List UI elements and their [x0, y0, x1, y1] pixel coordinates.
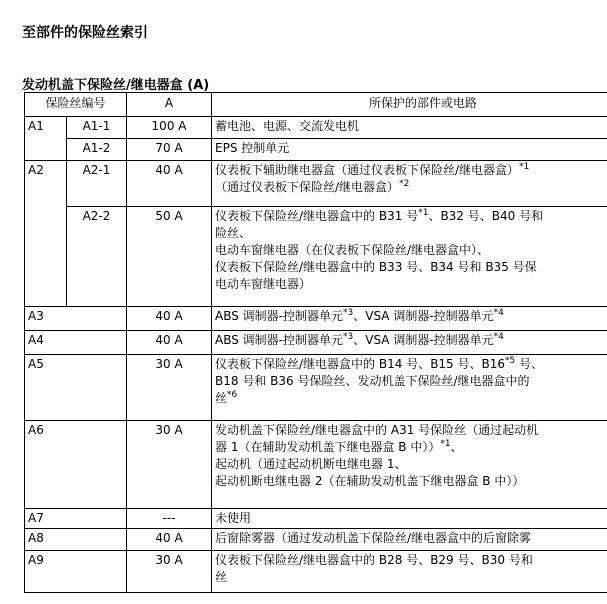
- protected-circuit: [212, 551, 607, 593]
- table-row: [25, 207, 607, 307]
- table-row: [25, 529, 607, 551]
- protected-circuit: [212, 117, 607, 139]
- circuit-line: [215, 552, 607, 569]
- circuit-line: [215, 225, 607, 242]
- footnote-marker: *4: [493, 308, 504, 318]
- protected-circuit: [212, 529, 607, 551]
- circuit-text: B18 号和 B36 号保险丝、发动机盖下保险丝/继电器盒中的: [215, 374, 530, 388]
- fuse-amperage: 50 A: [127, 207, 212, 307]
- footnote-marker: *2: [399, 179, 410, 189]
- table-row: [25, 551, 607, 593]
- circuit-text: 仪表板下辅助继电器盒（通过仪表板下保险丝/继电器盒）: [215, 163, 520, 177]
- circuit-line: [215, 422, 607, 439]
- circuit-text: 险丝、: [215, 226, 252, 240]
- document-title: 至部件的保险丝索引: [22, 25, 148, 41]
- circuit-text: （通过仪表板下保险丝/继电器盒）: [215, 180, 400, 194]
- circuit-text: 仪表板下保险丝/继电器盒中的 B33 号、B34 号和 B35 号保: [215, 260, 537, 274]
- fuse-main-number: A7: [25, 509, 127, 529]
- protected-circuit: [212, 207, 607, 307]
- circuit-line: [215, 118, 607, 135]
- table-row: [25, 139, 607, 161]
- circuit-text: 未使用: [215, 511, 252, 525]
- footnote-marker: *1: [519, 162, 530, 172]
- circuit-text: 后窗除雾器（通过发动机盖下保险丝/继电器盒中的后窗除雾: [215, 531, 532, 545]
- circuit-text-continued: 、VSA 调制器-控制器单元: [353, 333, 494, 347]
- circuit-line: [215, 473, 607, 490]
- protected-circuit: [212, 307, 607, 331]
- circuit-line: [215, 259, 607, 276]
- fuse-amperage: 40 A: [127, 307, 212, 331]
- circuit-text: 起动机断电继电器 2（在辅助发动机盖下继电器盒 B 中））: [215, 474, 525, 488]
- circuit-text: 器 1（在辅助发动机盖下继电器盒 B 中））: [215, 440, 441, 454]
- circuit-text: 电动车窗继电器）: [215, 277, 312, 291]
- table-row: [25, 161, 607, 207]
- circuit-text: EPS 控制单元: [215, 141, 290, 155]
- circuit-text: 蓄电池、电源、交流发电机: [215, 119, 360, 133]
- fuse-main-number: A2: [25, 161, 67, 307]
- fuse-amperage: 30 A: [127, 421, 212, 509]
- fuse-main-number: A4: [25, 331, 127, 355]
- fuse-amperage: ---: [127, 509, 212, 529]
- fuse-main-number: A3: [25, 307, 127, 331]
- circuit-line: [215, 308, 607, 325]
- protected-circuit: [212, 161, 607, 207]
- fuse-sub-number: A1-1: [67, 117, 127, 139]
- circuit-text-continued: 号、: [515, 357, 544, 371]
- header-amperage: A: [127, 93, 212, 117]
- circuit-text: 仪表板下保险丝/继电器盒中的 B14 号、B15 号、B16: [215, 357, 506, 371]
- footnote-marker: *6: [227, 390, 238, 400]
- fuse-amperage: 30 A: [127, 355, 212, 421]
- protected-circuit: [212, 355, 607, 421]
- table-row: [25, 331, 607, 355]
- fuse-amperage: 40 A: [127, 331, 212, 355]
- table-row: [25, 307, 607, 331]
- circuit-line: [215, 530, 607, 547]
- circuit-text: ABS 调制器-控制器单元: [215, 333, 344, 347]
- protected-circuit: [212, 421, 607, 509]
- protected-circuit: [212, 139, 607, 161]
- fuse-main-number: A9: [25, 551, 127, 593]
- section-title: 发动机盖下保险丝/继电器盒 (A): [22, 78, 210, 93]
- fuse-sub-number: A2-1: [67, 161, 127, 207]
- fuse-amperage: 40 A: [127, 529, 212, 551]
- circuit-line: [215, 162, 607, 179]
- footnote-marker: *1: [440, 439, 451, 449]
- circuit-line: [215, 276, 607, 293]
- circuit-line: [215, 242, 607, 259]
- fuse-main-number: A5: [25, 355, 127, 421]
- footnote-marker: *3: [343, 308, 354, 318]
- table-row: [25, 355, 607, 421]
- circuit-text: 起动机（通过起动机断电继电器 1、: [215, 457, 407, 471]
- circuit-text-continued: 、B32 号、B40 号和: [428, 209, 544, 223]
- table-row: [25, 117, 607, 139]
- fuse-index-table: [24, 92, 607, 593]
- footnote-marker: *5: [505, 356, 516, 366]
- circuit-line: [215, 373, 607, 390]
- header-protected-circuit: 所保护的部件或电路: [212, 93, 607, 117]
- footnote-marker: *4: [493, 332, 504, 342]
- fuse-main-number: A1: [25, 117, 67, 161]
- circuit-text-continued: 、VSA 调制器-控制器单元: [353, 309, 494, 323]
- table-row: [25, 421, 607, 509]
- header-fuse-number: 保险丝编号: [25, 93, 127, 117]
- circuit-text: 仪表板下保险丝/继电器盒中的 B28 号、B29 号、B30 号和: [215, 553, 533, 567]
- fuse-sub-number: A1-2: [67, 139, 127, 161]
- circuit-line: [215, 439, 607, 456]
- circuit-line: [215, 140, 607, 157]
- circuit-line: [215, 356, 607, 373]
- protected-circuit: [212, 331, 607, 355]
- circuit-line: [215, 456, 607, 473]
- circuit-line: [215, 179, 607, 196]
- fuse-amperage: 100 A: [127, 117, 212, 139]
- circuit-text-continued: 、: [450, 440, 463, 454]
- circuit-text: 电动车窗继电器（在仪表板下保险丝/继电器盒中）、: [215, 243, 490, 257]
- protected-circuit: [212, 509, 607, 529]
- circuit-text: 丝: [215, 570, 228, 584]
- fuse-amperage: 30 A: [127, 551, 212, 593]
- fuse-amperage: 40 A: [127, 161, 212, 207]
- table-row: [25, 509, 607, 529]
- circuit-line: [215, 208, 607, 225]
- circuit-line: [215, 332, 607, 349]
- footnote-marker: *3: [343, 332, 354, 342]
- fuse-main-number: A8: [25, 529, 127, 551]
- table-body: [25, 117, 607, 593]
- footnote-marker: *1: [418, 208, 429, 218]
- circuit-line: [215, 390, 607, 407]
- circuit-text: 丝: [215, 391, 228, 405]
- fuse-sub-number: A2-2: [67, 207, 127, 307]
- circuit-text: 发动机盖下保险丝/继电器盒中的 A31 号保险丝（通过起动机: [215, 423, 539, 437]
- circuit-line: [215, 510, 607, 527]
- table-header-row: [25, 93, 607, 117]
- circuit-line: [215, 569, 607, 586]
- circuit-text: 仪表板下保险丝/继电器盒中的 B31 号: [215, 209, 419, 223]
- circuit-text: ABS 调制器-控制器单元: [215, 309, 344, 323]
- fuse-amperage: 70 A: [127, 139, 212, 161]
- fuse-main-number: A6: [25, 421, 127, 509]
